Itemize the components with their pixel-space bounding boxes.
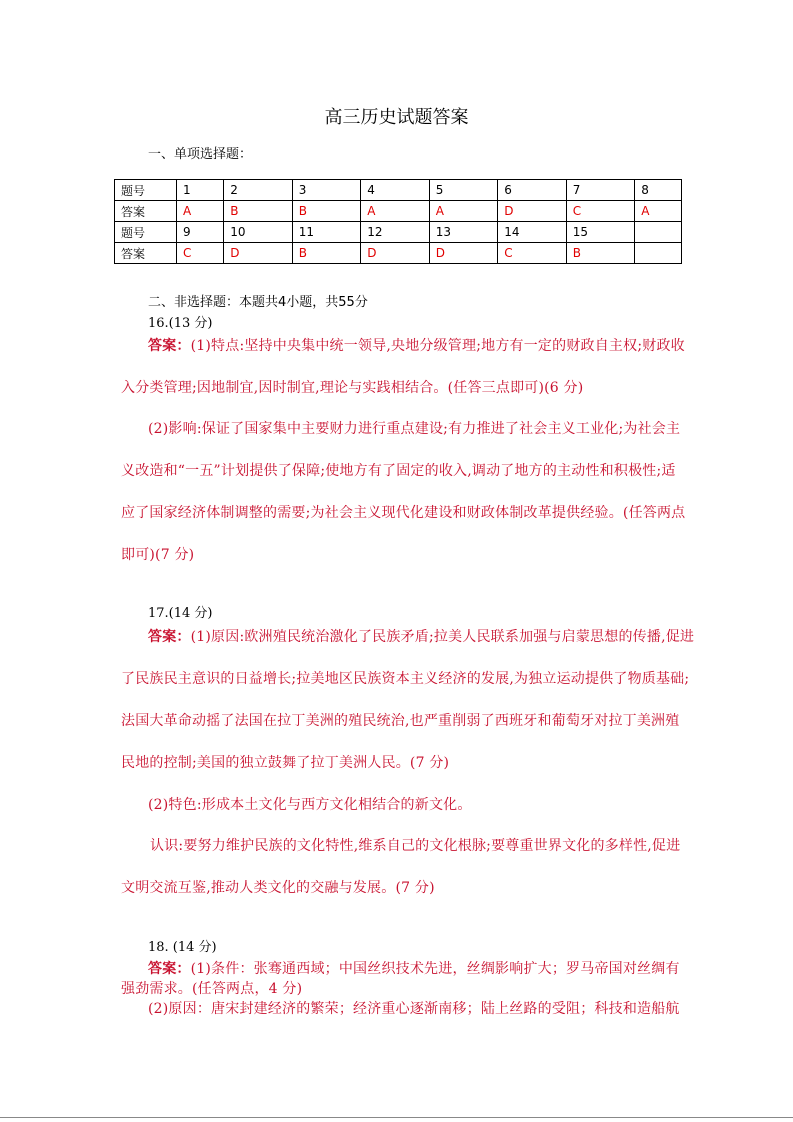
table-cell: 5	[429, 180, 497, 201]
table-cell: 15	[566, 222, 634, 243]
question-16-number: 16.(13 分)	[148, 316, 213, 331]
answer-line: 入分类管理;因地制宜,因时制宜,理论与实践相结合。(任答三点即可)(6 分)	[121, 380, 584, 396]
answer-line: 义改造和“一五”计划提供了保障;使地方有了固定的收入,调动了地方的主动性和积极性;适	[121, 463, 676, 479]
table-cell: A	[429, 201, 497, 222]
table-cell: A	[361, 201, 429, 222]
answer-line	[148, 958, 708, 978]
answer-line	[148, 626, 708, 646]
answer-line: 了民族民主意识的日益增长;拉美地区民族资本主义经济的发展,为独立运动提供了物质基础;	[121, 671, 690, 687]
table-cell: 答案	[115, 243, 177, 264]
question-18-number: 18. (14 分)	[148, 940, 217, 955]
table-row	[115, 201, 682, 222]
answer-table	[114, 179, 682, 264]
answer-line: 法国大革命动摇了法国在拉丁美洲的殖民统治,也严重削弱了西班牙和葡萄牙对拉丁美洲殖	[121, 713, 680, 729]
answer-line: (2)原因：唐宋封建经济的繁荣；经济重心逐渐南移；陆上丝路的受阻；科技和造船航	[148, 1001, 680, 1017]
table-cell: 10	[224, 222, 292, 243]
table-cell: D	[498, 201, 566, 222]
table-row	[115, 243, 682, 264]
answer-text: (1)条件：张骞通西域；中国丝织技术先进，丝绸影响扩大；罗马帝国对丝绸有	[190, 961, 680, 977]
answer-label: 答案：	[148, 629, 191, 645]
table-cell: 12	[361, 222, 429, 243]
table-cell: 14	[498, 222, 566, 243]
table-cell	[635, 243, 682, 264]
answer-line	[148, 335, 708, 355]
table-cell: B	[566, 243, 634, 264]
table-cell: 9	[177, 222, 224, 243]
table-cell: D	[429, 243, 497, 264]
table-cell: A	[177, 201, 224, 222]
answer-line: 文明交流互鉴,推动人类文化的交融与发展。(7 分)	[121, 880, 435, 896]
table-cell	[635, 222, 682, 243]
table-cell: B	[224, 201, 292, 222]
table-cell: A	[635, 201, 682, 222]
answer-text: (1)原因:欧洲殖民统治激化了民族矛盾;拉美人民联系加强与启蒙思想的传播,促进	[190, 629, 695, 645]
table-cell: 答案	[115, 201, 177, 222]
question-17-number: 17.(14 分)	[148, 606, 213, 621]
table-cell: D	[361, 243, 429, 264]
table-row	[115, 180, 682, 201]
table-cell: D	[224, 243, 292, 264]
table-cell: 题号	[115, 180, 177, 201]
table-cell: B	[292, 243, 360, 264]
table-row	[115, 222, 682, 243]
table-cell: 3	[292, 180, 360, 201]
table-cell: C	[566, 201, 634, 222]
table-cell: 8	[635, 180, 682, 201]
section-heading-choice: 一、单项选择题：	[148, 147, 253, 162]
table-cell: C	[498, 243, 566, 264]
answer-line: 应了国家经济体制调整的需要;为社会主义现代化建设和财政体制改革提供经验。(任答两点	[121, 505, 686, 521]
table-cell: 6	[498, 180, 566, 201]
page-title: 高三历史试题答案	[324, 107, 469, 128]
answer-label: 答案：	[148, 338, 191, 354]
answer-line: 认识:要努力维护民族的文化特性,维系自己的文化根脉;要尊重世界文化的多样性,促进	[150, 838, 681, 854]
section-heading-nonchoice: 二、非选择题：本题共4小题，共55分	[148, 295, 368, 310]
table-cell: 题号	[115, 222, 177, 243]
page-bottom-divider	[0, 1117, 793, 1118]
table-cell: 1	[177, 180, 224, 201]
table-cell: 13	[429, 222, 497, 243]
table-cell: C	[177, 243, 224, 264]
answer-line: 民地的控制;美国的独立鼓舞了拉丁美洲人民。(7 分)	[121, 755, 450, 771]
answer-line: (2)影响:保证了国家集中主要财力进行重点建设;有力推进了社会主义工业化;为社会主	[148, 421, 681, 437]
table-cell: 2	[224, 180, 292, 201]
table-cell: 7	[566, 180, 634, 201]
answer-label: 答案：	[148, 961, 191, 977]
table-cell: 4	[361, 180, 429, 201]
table-cell: 11	[292, 222, 360, 243]
answer-text: (1)特点:坚持中央集中统一领导,央地分级管理;地方有一定的财政自主权;财政收	[190, 338, 685, 354]
table-cell: B	[292, 201, 360, 222]
answer-line: (2)特色:形成本土文化与西方文化相结合的新文化。	[148, 797, 472, 813]
answer-line: 即可)(7 分)	[121, 547, 195, 563]
answer-line: 强劲需求。(任答两点，4 分)	[121, 981, 303, 997]
